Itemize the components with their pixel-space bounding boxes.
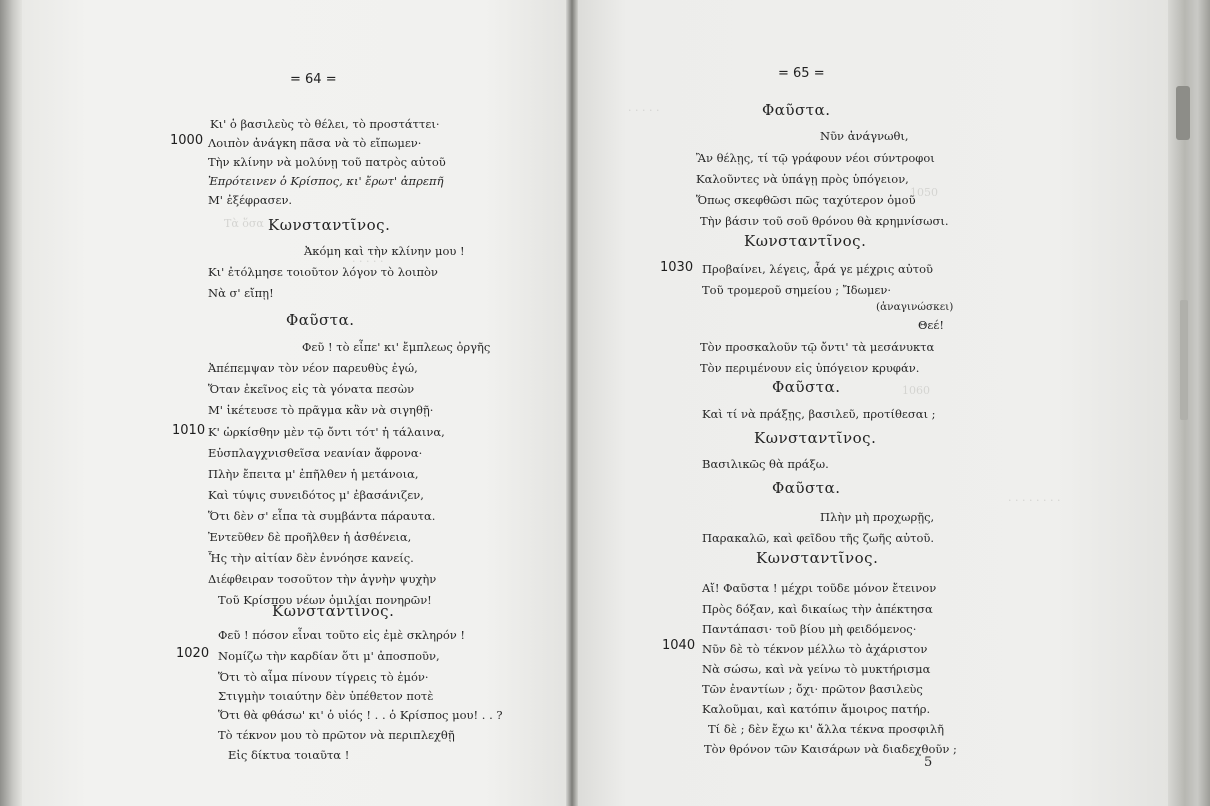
speaker-name: Φαῦστα. (286, 311, 355, 329)
verse-line: Τὸν περιμένουν εἰς ὑπόγειον κρυφάν. (700, 361, 920, 375)
verse-line: Ὅτι θὰ φθάσω' κι' ὁ υἱός ! . . ὁ Κρίσπος μου! . . ? (218, 708, 503, 722)
line-number: 1020 (176, 646, 210, 661)
verse-line: Εἰς δίκτυα τοιαῦτα ! (228, 748, 350, 762)
verse-line: Τὴν κλίνην νὰ μολύνῃ τοῦ πατρὸς αὐτοῦ (208, 155, 446, 169)
verse-line: Καλοῦμαι, καὶ κατόπιν ἄμοιρος πατήρ. (702, 702, 931, 716)
verse-line: Τί δὲ ; δὲν ἔχω κι' ἄλλα τέκνα προσφιλῆ (708, 722, 945, 736)
verse-line: Τὸν θρόνον τῶν Καισάρων νὰ διαδεχθοῦν ; (704, 742, 957, 756)
verse-line: Φεῦ ! τὸ εἶπε' κι' ἔμπλεως ὀργῆς (302, 340, 491, 354)
verse-line: Τοῦ τρομεροῦ σημείου ; Ἴδωμεν· (702, 283, 892, 297)
book-left-edge (0, 0, 22, 806)
page-65 (578, 0, 1178, 806)
verse-line: Τὸν προσκαλοῦν τῷ ὄντι' τὰ μεσάνυκτα (700, 340, 935, 354)
verse-line: Εὐσπλαγχνισθεῖσα νεανίαν ἄφρονα· (208, 446, 423, 460)
verse-line: Προβαίνει, λέγεις, ἆρά γε μέχρις αὐτοῦ (702, 262, 933, 276)
verse-line: Ἀκόμη καὶ τὴν κλίνην μου ! (304, 244, 465, 258)
verse-line: Πρὸς δόξαν, καὶ δικαίως τὴν ἀπέκτησα (702, 602, 933, 616)
verse-line: Ὅταν ἐκεῖνος εἰς τὰ γόνατα πεσὼν (208, 382, 415, 396)
verse-line: Ἧς τὴν αἰτίαν δὲν ἐννόησε κανείς. (208, 551, 414, 565)
line-number: 1040 (662, 638, 696, 653)
verse-line: Ἐντεῦθεν δὲ προῆλθεν ἡ ἀσθένεια, (208, 530, 412, 544)
verse-line: Φεῦ ! πόσον εἶναι τοῦτο εἰς ἐμὲ σκληρόν ! (218, 628, 466, 642)
signature-mark: 5 (924, 755, 933, 770)
verse-line: Στιγμὴν τοιαύτην δὲν ὑπέθετον ποτὲ (218, 689, 434, 703)
bleed-through: 1050 (910, 186, 938, 199)
verse-line: Πλὴν μὴ προχωρῇς, (820, 510, 935, 524)
verse-line: Μ' ἐξέφρασεν. (208, 193, 293, 207)
verse-line: Βασιλικῶς θὰ πράξω. (702, 457, 829, 471)
verse-line: Νῦν ἀνάγνωθι, (820, 129, 909, 143)
verse-line: Τὴν βάσιν τοῦ σοῦ θρόνου θὰ κρημνίσωσι. (700, 214, 949, 228)
page-tab (1176, 86, 1190, 140)
verse-line: Ὅτι δὲν σ' εἶπα τὰ συμβάντα πάραυτα. (208, 509, 436, 523)
verse-line: Ὅπως σκεφθῶσι πῶς ταχύτερον ὁμοῦ (696, 193, 916, 207)
verse-line: Νὰ σώσω, καὶ νὰ γείνω τὸ μυκτήρισμα (702, 662, 931, 676)
verse-line: Νῦν δὲ τὸ τέκνον μέλλω τὸ ἀχάριστον (702, 642, 928, 656)
book-gutter (566, 0, 578, 806)
verse-line: Καὶ τί νὰ πράξῃς, βασιλεῦ, προτίθεσαι ; (702, 407, 936, 421)
speaker-name: Κωνσταντῖνος. (744, 232, 867, 250)
line-number: 1000 (170, 133, 204, 148)
bleed-through: · · · · · (628, 104, 660, 117)
verse-line: Κι' ὁ βασιλεὺς τὸ θέλει, τὸ προστάττει· (210, 117, 440, 131)
line-number: 1010 (172, 423, 206, 438)
page-64 (22, 0, 568, 806)
stage-direction: (ἀναγινώσκει) (876, 301, 954, 313)
speaker-name: Φαῦστα. (762, 101, 831, 119)
page-tab (1180, 300, 1188, 420)
line-number: 1030 (660, 260, 694, 275)
speaker-name: Φαῦστα. (772, 378, 841, 396)
speaker-name: Κωνσταντῖνος. (272, 602, 395, 620)
verse-line: Θεέ! (918, 318, 944, 332)
speaker-name: Κωνσταντῖνος. (754, 429, 877, 447)
verse-line: Καὶ τύψις συνειδότος μ' ἐβασάνιζεν, (208, 488, 424, 502)
verse-line: Κι' ἐτόλμησε τοιοῦτον λόγον τὸ λοιπὸν (208, 265, 438, 279)
verse-line: Ἐπρότεινεν ὁ Κρίσπος, κι' ἔρωτ' ἀπρεπῆ (208, 174, 444, 188)
verse-line: Λοιπὸν ἀνάγκη πᾶσα νὰ τὸ εἴπωμεν· (208, 136, 422, 150)
verse-line: Παρακαλῶ, καὶ φεῖδου τῆς ζωῆς αὐτοῦ. (702, 531, 935, 545)
page-number: = 65 = (778, 66, 825, 81)
verse-line: Μ' ἱκέτευσε τὸ πρᾶγμα κἂν νὰ σιγηθῇ· (208, 403, 434, 417)
speaker-name: Φαῦστα. (772, 479, 841, 497)
verse-line: Διέφθειραν τοσοῦτον τὴν ἁγνὴν ψυχὴν (208, 572, 437, 586)
verse-line: Κ' ὡρκίσθην μὲν τῷ ὄντι τότ' ἡ τάλαινα, (208, 425, 445, 439)
verse-line: Ἀπέπεμψαν τὸν νέον παρευθὺς ἐγώ, (208, 361, 418, 375)
verse-line: Παντάπασι· τοῦ βίου μὴ φειδόμενος· (702, 622, 917, 636)
verse-line: Ὅτι τὸ αἷμα πίνουν τίγρεις τὸ ἐμόν· (218, 670, 429, 684)
bleed-through: · · · · · · · · (1008, 494, 1061, 507)
verse-line: Τὸ τέκνον μου τὸ πρῶτον νὰ περιπλεχθῇ (218, 728, 455, 742)
verse-line: Αἴ! Φαῦστα ! μέχρι τοῦδε μόνον ἔτεινον (702, 581, 937, 595)
verse-line: Τῶν ἐναντίων ; ὄχι· πρῶτον βασιλεὺς (702, 682, 923, 696)
verse-line: Πλὴν ἔπειτα μ' ἐπῆλθεν ἡ μετάνοια, (208, 467, 419, 481)
verse-line: Νὰ σ' εἴπῃ! (208, 286, 274, 300)
page-number: = 64 = (290, 72, 337, 87)
verse-line: Ἂν θέλῃς, τί τῷ γράφουν νέοι σύντροφοι (696, 151, 935, 165)
verse-line: Καλοῦντες νὰ ὑπάγῃ πρὸς ὑπόγειον, (696, 172, 909, 186)
verse-line: Νομίζω τὴν καρδίαν ὅτι μ' ἀποσποῦν, (218, 649, 440, 663)
speaker-name: Κωνσταντῖνος. (756, 549, 879, 567)
book-right-edge (1168, 0, 1210, 806)
speaker-name: Κωνσταντῖνος. (268, 216, 391, 234)
verse-line: Τοῦ Κρίσπου νέων ὁμιλίαι πονηρῶν! (218, 593, 432, 607)
bleed-through: 1060 (902, 384, 930, 397)
bleed-through: Τὰ ὅσα (224, 217, 264, 230)
bleed-through: · · · · · (352, 255, 384, 268)
